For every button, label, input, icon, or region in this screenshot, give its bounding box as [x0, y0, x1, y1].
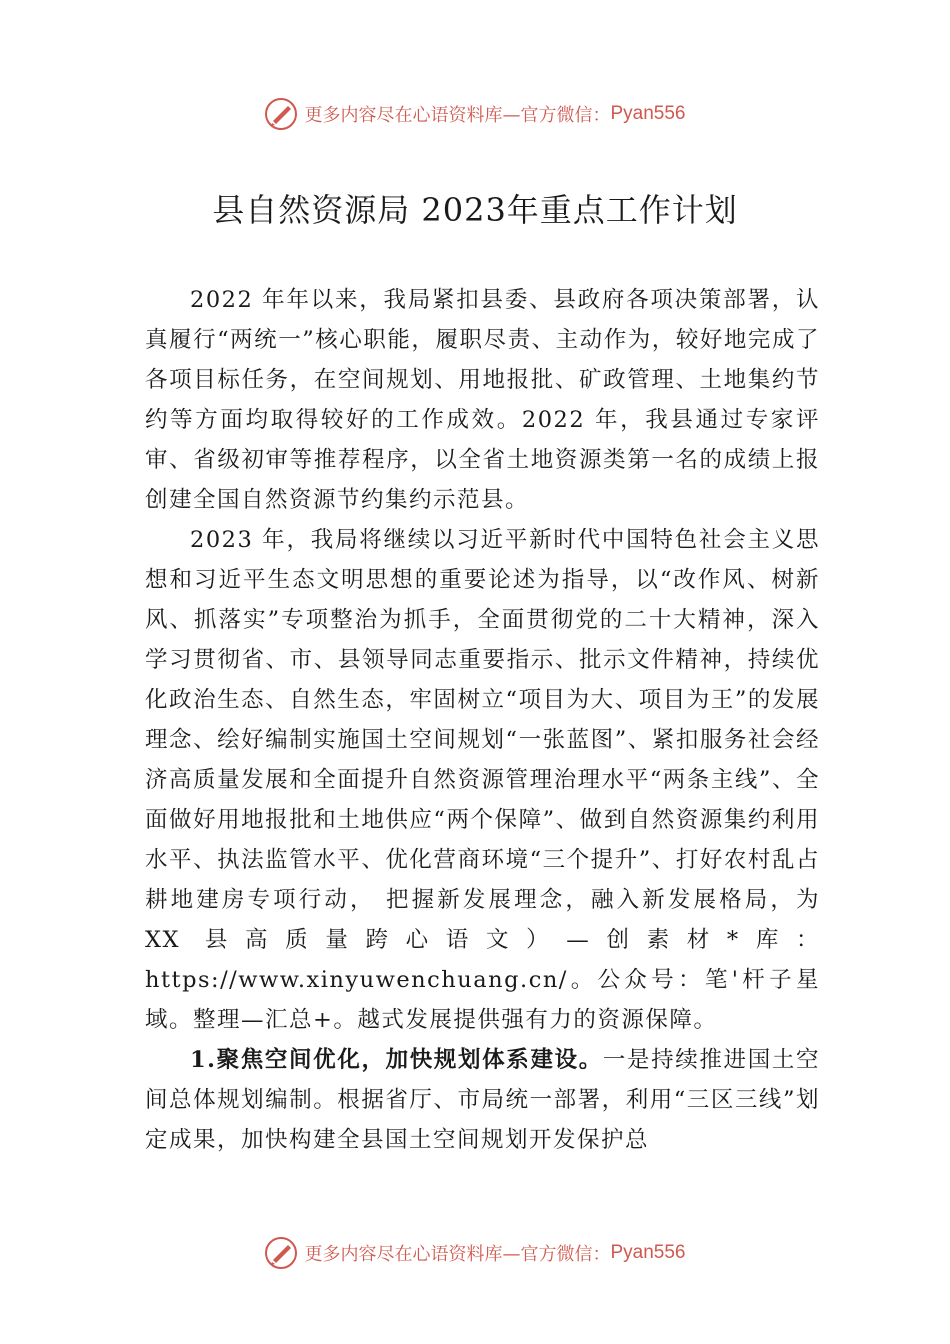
library-logo-icon [264, 97, 298, 131]
header-watermark-banner [0, 94, 950, 134]
document-body [145, 280, 820, 1160]
banner-text: 更多内容尽在心语资料库—官方微信： [304, 105, 611, 126]
item-1-text: 一是持续推进国土空间总体规划编制。根据省厅、市局统一部署，利用“三区三线”划定成果，加快构建全县国土空间规划开发保护总 [145, 1047, 820, 1153]
paragraph-item-1 [145, 1040, 820, 1160]
wechat-handle: Pyan556 [610, 103, 686, 124]
paragraph-plan-2023: 2023 年，我局将继续以习近平新时代中国特色社会主义思想和习近平生态文明思想的重要论述为指导，以“改作风、树新风、抓落实”专项整治为抓手，全面贯彻党的二十大精神，深入学习贯彻省、市、县领导同志重要指示、批示文件精神，持续优化政治生态、自然生态，牢固树立“项目为大、项目为王”的发展理念、绘好编制实施国土空间规划“一张蓝图”、紧扣服务社会经济高质量发展和全面提升自然资源管理治理水平“两条主线”、全面做好用地报批和土地供应“两个保障”、做到自然资源集约利用水平、执法监管水平、优化营商环境“三个提升”、打好农村乱占耕地建房专项行动， 把握新发展理念，融入新发展格局，为 XX 县高质量跨心语文）—创素材*库：https://www.xinyuwenchuang.cn/。公众号：笔'杆子星域。整理—汇总+。越式发展提供强有力的资源保障。 [145, 527, 820, 1033]
paragraph-intro: 2022 年年以来，我局紧扣县委、县政府各项决策部署，认真履行“两统一”核心职能，履职尽责、主动作为，较好地完成了各项目标任务，在空间规划、用地报批、矿政管理、土地集约节约等方面均取得较好的工作成效。2022 年，我县通过专家评审、省级初审等推荐程序，以全省土地资源类第一名的成绩上报创建全国自然资源节约集约示范县。 [145, 287, 820, 513]
document-title: 县自然资源局 2023年重点工作计划 [212, 191, 738, 229]
library-logo-icon [264, 1236, 298, 1270]
banner-text: 更多内容尽在心语资料库—官方微信： [304, 1244, 611, 1265]
footer-watermark-banner [0, 1233, 950, 1273]
item-1-heading: 1.聚焦空间优化，加快规划体系建设。 [190, 1047, 603, 1073]
wechat-handle: Pyan556 [610, 1242, 686, 1263]
